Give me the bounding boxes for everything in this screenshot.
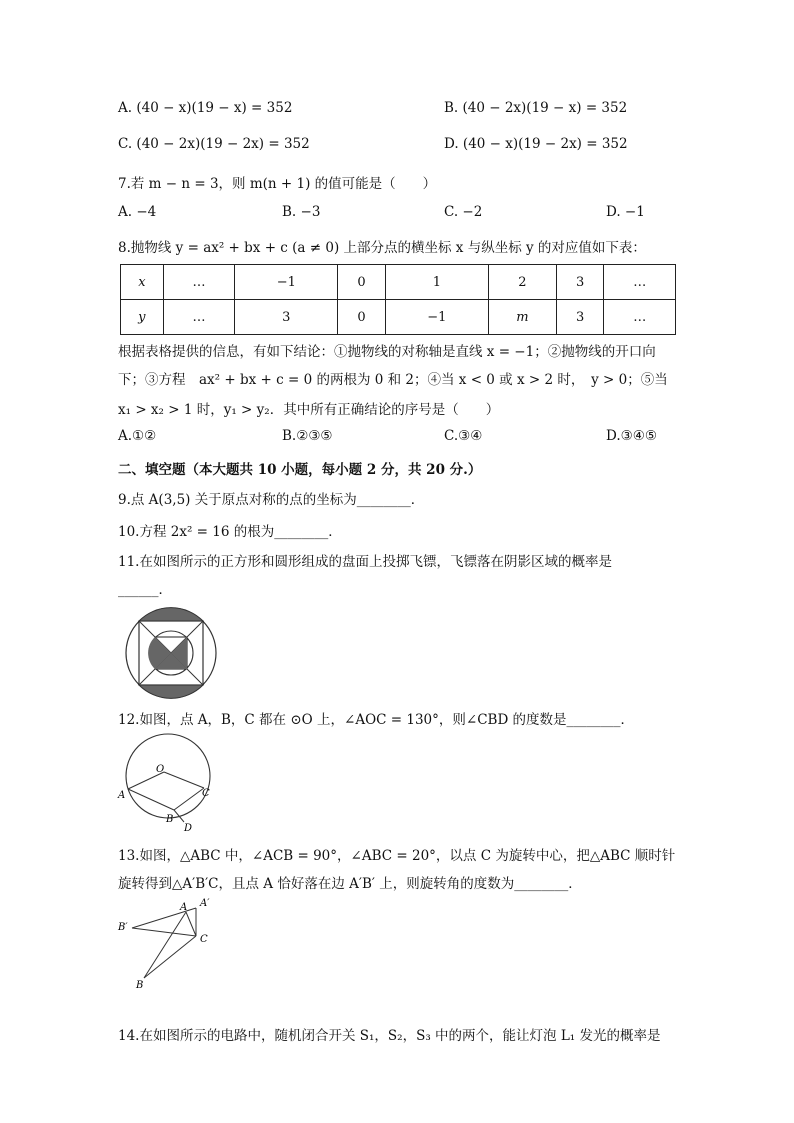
q7-option-a: A. −4: [118, 204, 157, 220]
table-cell: …: [163, 300, 235, 335]
q6-option-d: D. (40 − x)(19 − 2x) = 352: [444, 136, 628, 152]
q7-option-c: C. −2: [444, 204, 483, 220]
table-cell: 3: [556, 300, 603, 335]
q9-stem: 9.点 A(3,5) 关于原点对称的点的坐标为________．: [118, 492, 425, 508]
table-cell: 3: [235, 300, 338, 335]
q6-option-a: A. (40 − x)(19 − x) = 352: [118, 100, 293, 116]
table-cell: −1: [235, 265, 338, 300]
q13-label-b-prime: B′: [118, 922, 128, 933]
q6-option-c: C. (40 − 2x)(19 − 2x) = 352: [118, 136, 310, 152]
q11-dartboard-figure: [124, 606, 218, 700]
table-cell: 0: [338, 265, 385, 300]
table-cell: …: [604, 300, 676, 335]
table-cell: 0: [338, 300, 385, 335]
table-cell: m: [488, 300, 556, 335]
table-cell: 3: [556, 265, 603, 300]
q10-stem: 10.方程 2x² = 16 的根为________．: [118, 524, 342, 540]
q12-label-b: B: [166, 814, 174, 825]
q12-circle-figure: [116, 732, 220, 836]
table-cell: …: [604, 265, 676, 300]
table-cell: y: [121, 300, 164, 335]
q13-stem-line-2: 旋转得到△A′B′C，且点 A 恰好落在边 A′B′ 上，则旋转角的度数为________．: [118, 876, 582, 892]
section-title: 二、填空题（本大题共 10 小题，每小题 2 分，共 20 分.）: [118, 462, 482, 478]
q11-stem-line-2: ______．: [118, 582, 172, 598]
q8-value-table: [120, 264, 676, 335]
q12-label-d: D: [184, 823, 193, 834]
q8-conclusion-line-1: 根据表格提供的信息，有如下结论：①抛物线的对称轴是直线 x = −1；②抛物线的开口向: [118, 344, 656, 360]
q12-label-a: A: [118, 790, 126, 801]
q8-option-d: D.③④⑤: [606, 428, 657, 444]
q13-label-a-prime: A′: [200, 898, 210, 909]
q13-label-b: B: [136, 980, 144, 990]
q6-options-row-1: [118, 100, 678, 122]
q11-stem-line-1: 11.在如图所示的正方形和圆形组成的盘面上投掷飞镖，飞镖落在阴影区域的概率是: [118, 554, 612, 570]
q8-stem: 8.抛物线 y = ax² + bx + c (a ≠ 0) 上部分点的横坐标 x 与纵坐标 y 的对应值如下表：: [118, 240, 646, 256]
table-row: [121, 300, 676, 335]
q7-stem: 7.若 m − n = 3，则 m(n + 1) 的值可能是（ ）: [118, 176, 437, 192]
table-cell: −1: [385, 300, 488, 335]
table-cell: …: [163, 265, 235, 300]
q8-options: [118, 428, 678, 450]
q6-options-row-2: [118, 136, 678, 158]
q8-option-a: A.①②: [118, 428, 157, 444]
q8-conclusion-line-2: 下；③方程 ax² + bx + c = 0 的两根为 0 和 2；④当 x < 0 或 x > 2 时， y > 0；⑤当: [118, 372, 668, 388]
q13-stem-line-1: 13.如图，△ABC 中，∠ACB = 90°，∠ABC = 20°，以点 C 为旋转中心，把△ABC 顺时针: [118, 848, 676, 864]
q12-stem: 12.如图，点 A，B，C 都在 ⊙O 上，∠AOC = 130°，则∠CBD 的度数是________．: [118, 712, 635, 728]
q8-option-c: C.③④: [444, 428, 483, 444]
q7-option-d: D. −1: [606, 204, 645, 220]
table-row: [121, 265, 676, 300]
q7-options: [118, 204, 678, 226]
q12-label-o: O: [156, 764, 165, 775]
q8-option-b: B.②③⑤: [282, 428, 333, 444]
q12-label-c: C: [202, 788, 210, 799]
q14-stem: 14.在如图所示的电路中，随机闭合开关 S₁，S₂，S₃ 中的两个，能让灯泡 L₁ 发光的概率是: [118, 1028, 661, 1044]
q13-label-a: A: [180, 902, 188, 913]
q13-label-c: C: [200, 934, 208, 945]
table-cell: 1: [385, 265, 488, 300]
q13-rotation-figure: [116, 894, 220, 990]
q7-option-b: B. −3: [282, 204, 321, 220]
q6-option-b: B. (40 − 2x)(19 − x) = 352: [444, 100, 628, 116]
table-cell: x: [121, 265, 164, 300]
table-cell: 2: [488, 265, 556, 300]
q8-conclusion-line-3: x₁ > x₂ > 1 时，y₁ > y₂．其中所有正确结论的序号是（ ）: [118, 402, 500, 418]
